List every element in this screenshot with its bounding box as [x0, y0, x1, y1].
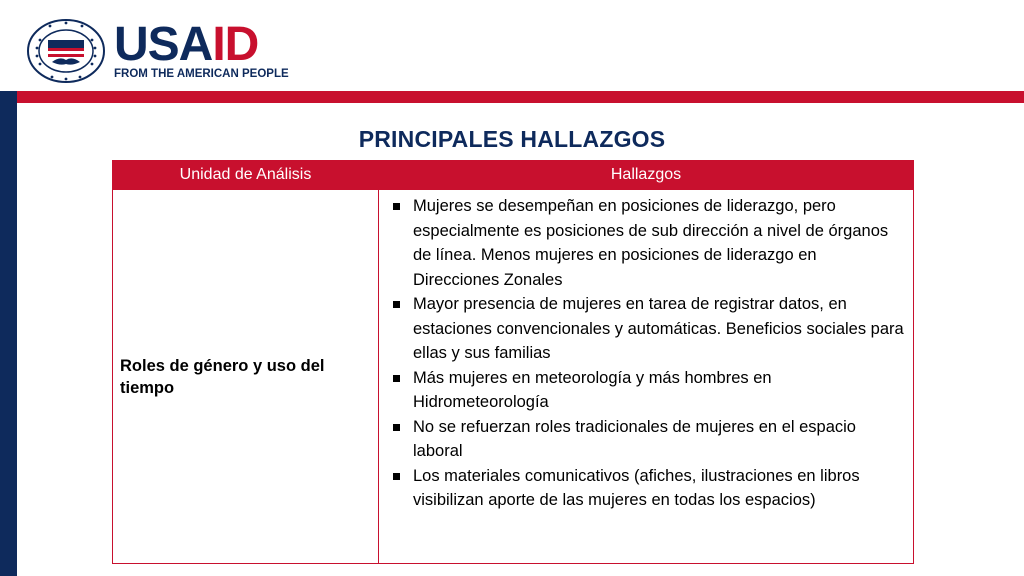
square-bullet-icon [393, 424, 400, 431]
usaid-logo-text [114, 18, 309, 71]
square-bullet-icon [393, 203, 400, 210]
finding-text: Mayor presencia de mujeres en tarea de registrar datos, en estaciones convencionales y automáticas. Beneficios sociales para ellas y sus familias [413, 295, 904, 362]
usaid-tagline: FROM THE AMERICAN PEOPLE [114, 68, 289, 80]
left-accent-bar [0, 96, 17, 576]
finding-text: Mujeres se desempeñan en posiciones de liderazgo, pero especialmente es posiciones de sub dirección a nivel de órganos de línea. Menos mujeres en posiciones de liderazgo en Direcciones Zonales [413, 197, 889, 289]
square-bullet-icon [393, 301, 400, 308]
usaid-seal-icon [26, 18, 106, 84]
finding-text: No se refuerzan roles tradicionales de mujeres en el espacio laboral [413, 417, 856, 460]
square-bullet-icon [393, 473, 400, 480]
list-item [387, 292, 905, 366]
logo-text-accent: ID [212, 18, 259, 71]
square-bullet-icon [393, 375, 400, 382]
usaid-wordmark [114, 18, 309, 80]
findings-table [112, 160, 914, 564]
findings-cell [379, 190, 914, 564]
header-hallazgos: Hallazgos [379, 161, 914, 190]
finding-text: Los materiales comunicativos (afiches, ilustraciones en libros visibilizan aporte de las mujeres en todas los espacios) [413, 466, 860, 509]
finding-text: Más mujeres en meteorología y más hombres en Hidrometeorología [413, 368, 772, 411]
table-row [113, 190, 914, 564]
list-item [387, 464, 905, 513]
unit-cell: Roles de género y uso del tiempo [113, 190, 379, 564]
list-item [387, 194, 905, 292]
header-unidad-de-analisis: Unidad de Análisis [113, 161, 379, 190]
logo-text-main: USA [114, 18, 213, 71]
list-item [387, 366, 905, 415]
list-item [387, 415, 905, 464]
findings-list [387, 194, 905, 513]
header-band-red [17, 91, 1024, 103]
table-header-row [113, 161, 914, 190]
page-title: PRINCIPALES HALLAZGOS [358, 126, 666, 152]
